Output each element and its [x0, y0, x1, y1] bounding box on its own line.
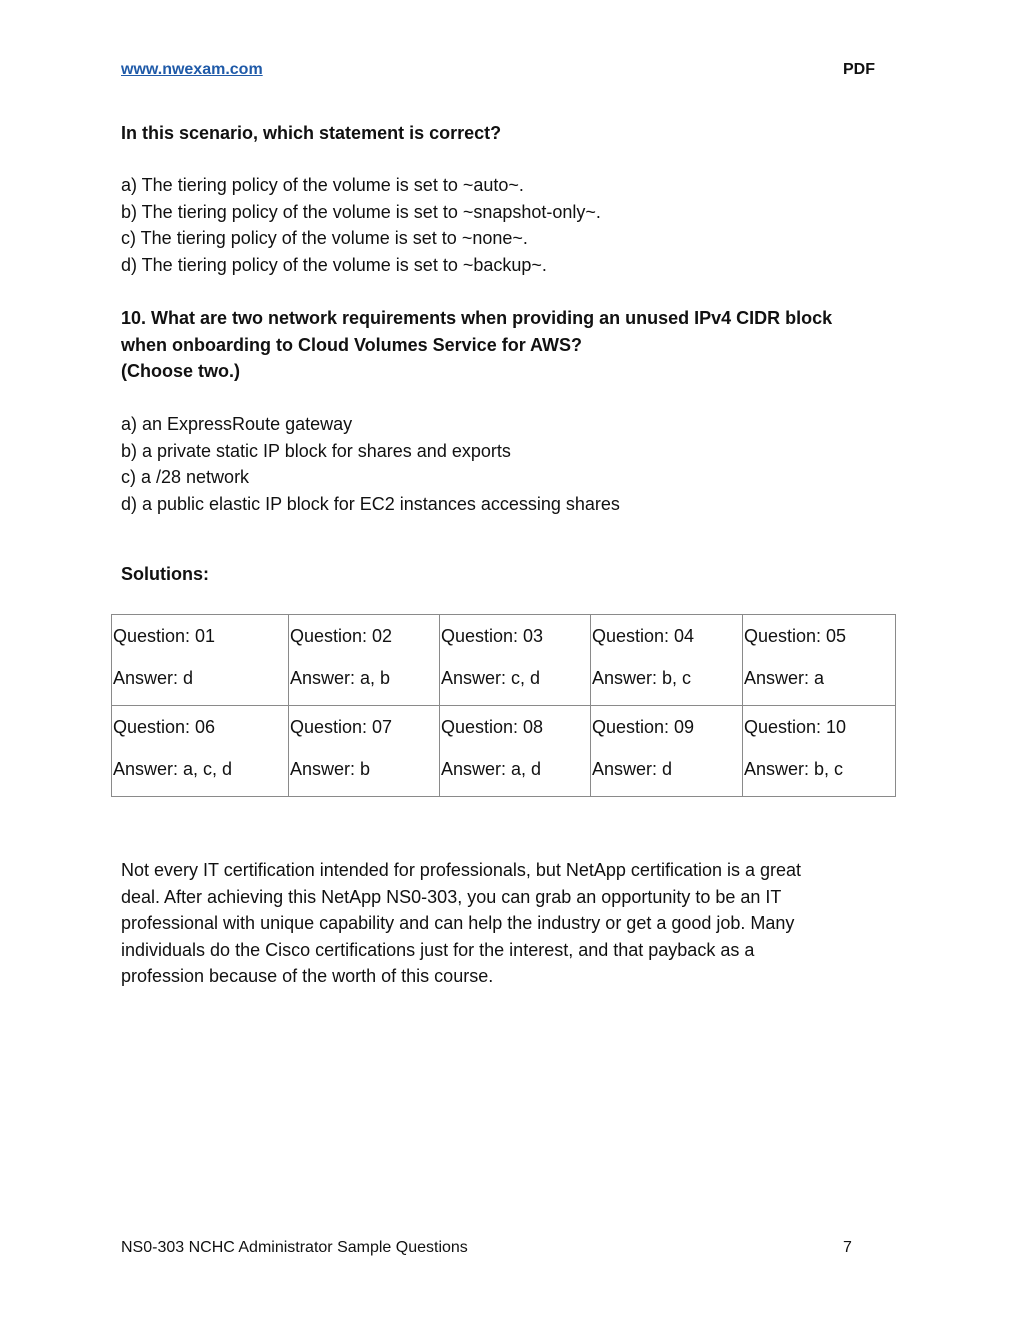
solution-cell: [112, 615, 289, 706]
solution-cell: [440, 615, 591, 706]
paragraph-line: professional with unique capability and can help the industry or get a good job. Many: [121, 913, 795, 933]
solution-cell: [743, 615, 896, 706]
paragraph-line: profession because of the worth of this course.: [121, 966, 494, 986]
question-prompt: In this scenario, which statement is correct?: [121, 123, 502, 143]
option-d: d) a public elastic IP block for EC2 instances accessing shares: [121, 493, 620, 514]
option-d: d) The tiering policy of the volume is set to ~backup~.: [121, 254, 547, 275]
question10-line2: when onboarding to Cloud Volumes Service for AWS?: [121, 334, 583, 355]
question-number: Question: 03: [441, 626, 544, 646]
solution-cell: [743, 706, 896, 797]
answer: Answer: b, c: [744, 759, 844, 779]
site-link[interactable]: www.nwexam.com: [121, 61, 263, 78]
footer-title: NS0-303 NCHC Administrator Sample Questions: [121, 1239, 468, 1256]
solution-cell: [591, 706, 743, 797]
question10-options: [121, 411, 620, 517]
option-a: a) an ExpressRoute gateway: [121, 414, 353, 434]
answer: Answer: b, c: [592, 668, 692, 688]
solution-cell: [289, 615, 440, 706]
question-number: Question: 09: [592, 717, 695, 737]
answer: Answer: a, c, d: [113, 759, 233, 779]
question-number: Question: 07: [290, 717, 393, 737]
option-c: c) a /28 network: [121, 467, 250, 487]
answer: Answer: a, b: [290, 668, 391, 688]
option-b: b) a private static IP block for shares and exports: [121, 440, 511, 461]
answer: Answer: c, d: [441, 668, 541, 688]
option-a: a) The tiering policy of the volume is set to ~auto~.: [121, 175, 524, 195]
question-number: Question: 04: [592, 626, 695, 646]
solutions-title: Solutions:: [121, 564, 209, 584]
question10-heading: [121, 305, 921, 385]
answer: Answer: a, d: [441, 759, 542, 779]
paragraph-line: individuals do the Cisco certifications just for the interest, and that payback as a: [121, 939, 755, 960]
paragraph-line: Not every IT certification intended for professionals, but NetApp certification is a great: [121, 860, 802, 880]
question-number: Question: 10: [744, 717, 847, 737]
option-c: c) The tiering policy of the volume is set to ~none~.: [121, 228, 528, 248]
question10-line1: 10. What are two network requirements when providing an unused IPv4 CIDR block: [121, 308, 833, 328]
question-number: Question: 05: [744, 626, 847, 646]
paragraph-line: deal. After achieving this NetApp NS0-303, you can grab an opportunity to be an IT: [121, 886, 782, 907]
closing-paragraph: [121, 857, 896, 990]
page-number: 7: [843, 1239, 852, 1256]
question-number: Question: 06: [113, 717, 216, 737]
table-row: [112, 706, 896, 797]
format-label: PDF: [843, 61, 875, 78]
question-number: Question: 02: [290, 626, 393, 646]
solutions-table: [111, 614, 896, 797]
solution-cell: [440, 706, 591, 797]
question-number: Question: 01: [113, 626, 216, 646]
option-b: b) The tiering policy of the volume is set to ~snapshot-only~.: [121, 201, 601, 222]
answer: Answer: d: [113, 668, 194, 688]
question-number: Question: 08: [441, 717, 544, 737]
answer: Answer: a: [744, 668, 825, 688]
question10-line3: (Choose two.): [121, 361, 240, 381]
solution-cell: [591, 615, 743, 706]
table-row: [112, 615, 896, 706]
answer: Answer: b: [290, 759, 371, 779]
question9-options: [121, 172, 601, 278]
solution-cell: [112, 706, 289, 797]
answer: Answer: d: [592, 759, 673, 779]
solution-cell: [289, 706, 440, 797]
